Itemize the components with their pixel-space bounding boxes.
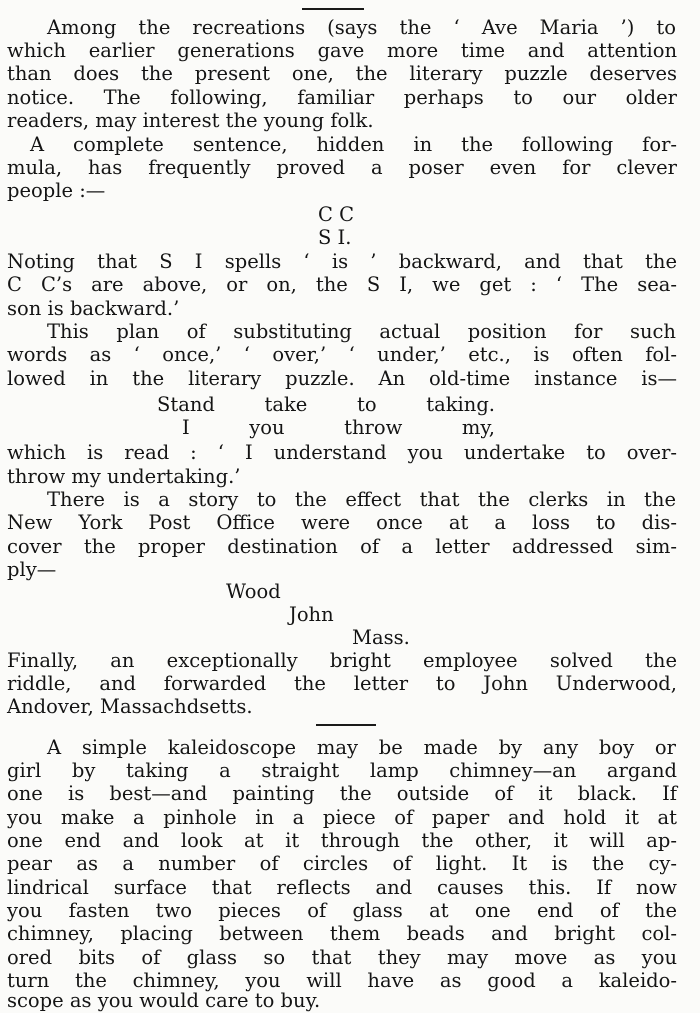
paragraph-line: one is best—and painting the outside of it black. If (7, 782, 677, 805)
paragraph-line: This plan of substituting actual position for such (47, 320, 676, 343)
section-divider (316, 724, 376, 726)
paragraph-line: New York Post Office were once at a loss to dis- (7, 511, 677, 534)
instance-line: Stand take to taking. (157, 393, 495, 416)
paragraph-line: you make a pinhole in a piece of paper and hold it at (7, 806, 677, 829)
paragraph-line: words as ‘ once,’ ‘ over,’ ‘ under,’ etc., is often fol- (7, 343, 677, 366)
paragraph-line: Andover, Massachdsetts. (7, 695, 253, 718)
paragraph-line: turn the chimney, you will have as good a kaleido- (7, 969, 677, 992)
formula-line: S I. (318, 226, 352, 249)
paragraph-line: riddle, and forwarded the letter to John Underwood, (7, 672, 677, 695)
paragraph-line: A simple kaleidoscope may be made by any boy or (47, 736, 676, 759)
paragraph-line: cover the proper destination of a letter addressed sim- (7, 535, 677, 558)
paragraph-line: C C’s are above, or on, the S I, we get : ‘ The sea- (7, 273, 677, 296)
paragraph-line: chimney, placing between them beads and bright col- (7, 922, 677, 945)
paragraph-line: one end and look at it through the other, it will ap- (7, 829, 677, 852)
paragraph-line: throw my undertaking.’ (7, 465, 241, 488)
paragraph-line: Finally, an exceptionally bright employee solved the (7, 649, 677, 672)
paragraph-line: pear as a number of circles of light. It is the cy- (7, 852, 677, 875)
paragraph-line: mula, has frequently proved a poser even for clever (7, 156, 677, 179)
paragraph-line: girl by taking a straight lamp chimney—an argand (7, 759, 677, 782)
paragraph-line: you fasten two pieces of glass at one end of the (7, 899, 677, 922)
paragraph-line: ply— (7, 558, 57, 581)
formula-line: C C (318, 203, 355, 226)
paragraph-line: Noting that S I spells ‘ is ’ backward, and that the (7, 250, 677, 273)
paragraph-line: than does the present one, the literary puzzle deserves (7, 62, 677, 85)
paragraph-line: Among the recreations (says the ‘ Ave Maria ’) to (47, 16, 676, 39)
paragraph-line: which is read : ‘ I understand you undertake to over- (7, 441, 677, 464)
paragraph-line: notice. The following, familiar perhaps to our older (7, 86, 677, 109)
paragraph-line: lowed in the literary puzzle. An old-time instance is— (7, 367, 677, 390)
address-line: Mass. (352, 626, 410, 649)
paragraph-line: ored bits of glass so that they may move as you (7, 946, 677, 969)
address-line: Wood (226, 580, 281, 603)
paragraph-line: scope as you would care to buy. (7, 989, 321, 1012)
address-line: John (289, 603, 334, 626)
paragraph-line: A complete sentence, hidden in the following for- (30, 133, 677, 156)
paragraph-line: which earlier generations gave more time and attention (7, 39, 677, 62)
paragraph-line: There is a story to the effect that the clerks in the (47, 488, 676, 511)
top-divider (302, 8, 364, 10)
paragraph-line: readers, may interest the young folk. (7, 109, 374, 132)
instance-line: I you throw my, (182, 416, 495, 439)
paragraph-line: son is backward.’ (7, 297, 180, 320)
paragraph-line: lindrical surface that reflects and causes this. If now (7, 876, 677, 899)
paragraph-line: people :— (7, 179, 106, 202)
